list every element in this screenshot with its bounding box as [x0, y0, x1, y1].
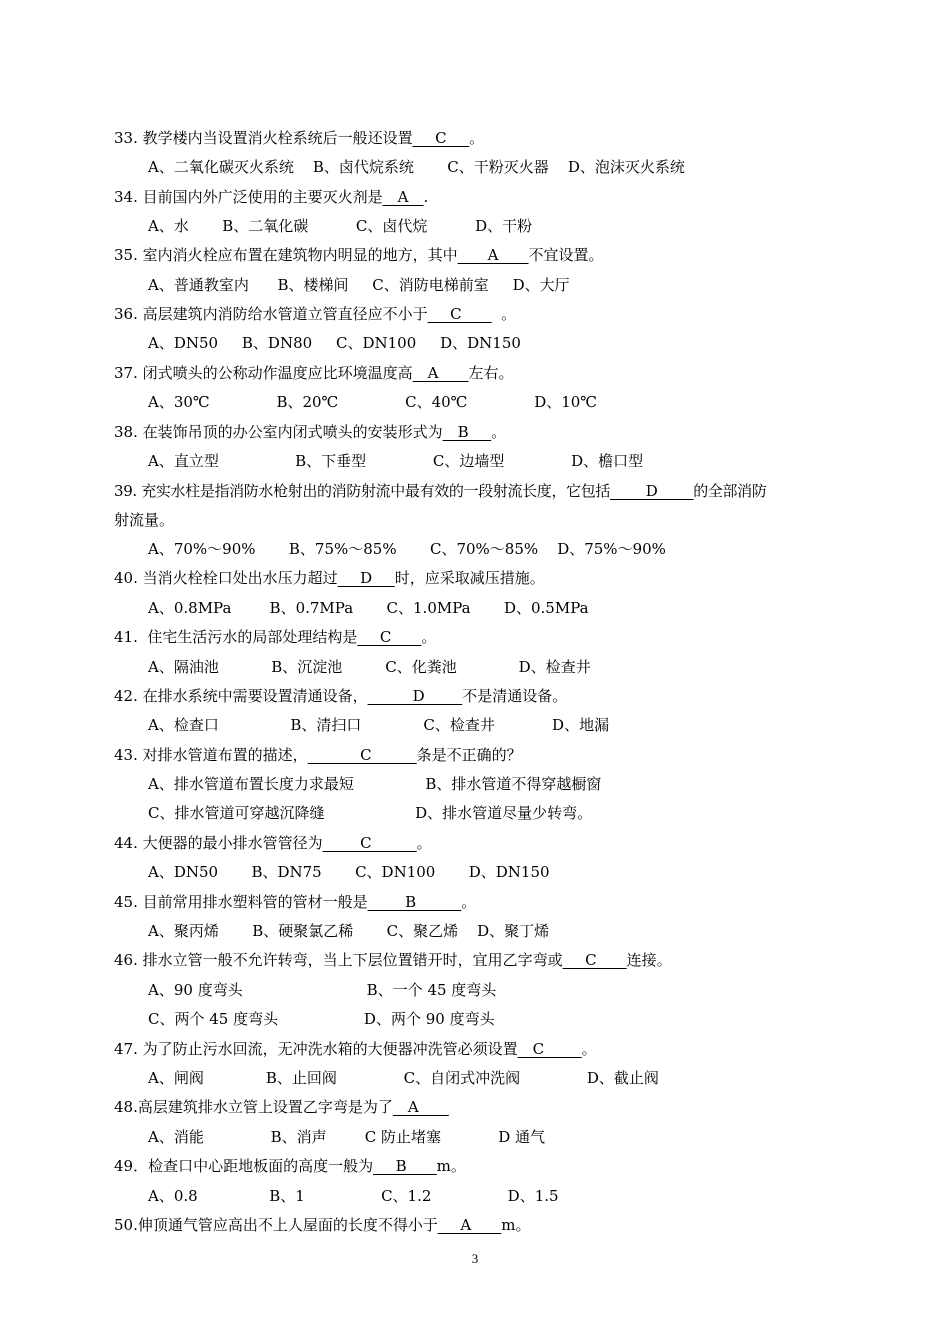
question-tail: 。 [491, 305, 517, 323]
question-tail: 。 [421, 628, 437, 646]
question-text: 为了防止污水回流，无冲洗水箱的大便器冲洗管必须设置 [142, 1040, 518, 1058]
question-35 [114, 245, 604, 265]
question-text: 伸顶通气管应高出不上人屋面的长度不得小于 [137, 1216, 438, 1234]
question-tail: . [423, 188, 429, 206]
question-number: 45. [114, 893, 138, 911]
question-number: 40. [114, 569, 138, 587]
question-number: 49． [114, 1157, 149, 1175]
options-47: A、闸阀 B、止回阀 C、自闭式冲洗阀 D、截止阀 [148, 1069, 659, 1087]
options-41: A、隔油池 B、沉淀池 C、化粪池 D、检查井 [148, 658, 591, 676]
options-35: A、普通教室内 B、楼梯间 C、消防电梯前室 D、大厅 [148, 276, 570, 294]
question-tail: 不是清通设备。 [462, 687, 568, 705]
answer-blank: _____D_____ [610, 482, 694, 500]
answer-blank: __C_____ [517, 1040, 582, 1058]
question-tail: 。 [469, 129, 485, 147]
question-48 [114, 1097, 449, 1117]
answer-blank: ____A____ [457, 246, 529, 264]
question-text: 检查口中心距地板面的高度一般为 [148, 1157, 374, 1175]
question-39 [114, 481, 767, 501]
question-tail: 。 [581, 1040, 597, 1058]
question-40 [114, 568, 545, 588]
question-text: 教学楼内当设置消火栓系统后一般还设置 [142, 129, 413, 147]
question-tail: 。 [491, 423, 507, 441]
options-46-row-1: A、90 度弯头 B、一个 45 度弯头 [148, 981, 497, 999]
question-text: 住宅生活污水的局部处理结构是 [142, 628, 358, 646]
question-tail: 。 [416, 834, 432, 852]
answer-blank: ___C___ [412, 129, 470, 147]
question-tail: m。 [501, 1216, 531, 1234]
question-33 [114, 128, 484, 148]
question-49 [114, 1156, 466, 1176]
question-number: 42. [114, 687, 138, 705]
question-text: 高层建筑内消防给水管道立管直径应不小于 [142, 305, 428, 323]
question-number: 37. [114, 364, 138, 382]
question-41 [114, 627, 436, 647]
options-43-row-2: C、排水管道可穿越沉降缝 D、排水管道尽量少转弯。 [148, 804, 593, 822]
question-tail: 连接。 [626, 951, 672, 969]
answer-blank: __A__ [382, 188, 424, 206]
question-number: 33. [114, 129, 138, 147]
question-number: 36. [114, 305, 138, 323]
answer-blank: _______C______ [307, 746, 417, 764]
question-tail: 不宜设置。 [528, 246, 604, 264]
answer-blank: ______D_____ [367, 687, 463, 705]
question-text: 在排水系统中需要设置清通设备， [142, 687, 368, 705]
question-45 [114, 892, 476, 912]
question-tail: 条是不正确的？ [416, 746, 522, 764]
answer-blank: ___A____ [437, 1216, 502, 1234]
options-49: A、0.8 B、1 C、1.2 D、1.5 [148, 1187, 559, 1205]
question-number: 46. [114, 951, 138, 969]
question-number: 43. [114, 746, 138, 764]
question-number: 50. [114, 1216, 138, 1234]
question-text: 室内消火栓应布置在建筑物内明显的地方，其中 [142, 246, 458, 264]
options-48: A、消能 B、消声 C 防止堵塞 D 通气 [148, 1128, 546, 1146]
page-number: 3 [471, 1251, 479, 1266]
question-42 [114, 686, 567, 706]
question-number: 48. [114, 1098, 138, 1116]
question-38 [114, 422, 506, 442]
question-number: 34. [114, 188, 138, 206]
question-text: 排水立管一般不允许转弯，当上下层位置错开时，宜用乙字弯或 [142, 951, 563, 969]
question-number: 44. [114, 834, 138, 852]
question-number: 39. [114, 482, 137, 500]
options-42: A、检查口 B、清扫口 C、检查井 D、地漏 [148, 716, 610, 734]
options-45: A、聚丙烯 B、硬聚氯乙稀 C、聚乙烯 D、聚丁烯 [148, 922, 550, 940]
question-47 [114, 1039, 597, 1059]
answer-blank: ___C____ [562, 951, 627, 969]
question-text: 在装饰吊顶的办公室内闭式喷头的安装形式为 [142, 423, 443, 441]
options-37: A、30℃ B、20℃ C、40℃ D、10℃ [148, 393, 598, 411]
question-number: 35. [114, 246, 138, 264]
answer-blank: __B___ [442, 423, 492, 441]
question-34 [114, 187, 428, 207]
question-50 [114, 1215, 530, 1235]
question-43 [114, 745, 522, 765]
question-36 [114, 304, 516, 324]
answer-blank: ___C____ [357, 628, 422, 646]
answer-blank: __A____ [392, 1098, 449, 1116]
question-tail: 左右。 [468, 364, 514, 382]
question-number: 41. [114, 628, 138, 646]
options-39: A、70%～90% B、75%～85% C、70%～85% D、75%～90% [148, 540, 666, 558]
options-33: A、二氧化碳灭火系统 B、卤代烷系统 C、干粉灭火器 D、泡沫灭火系统 [148, 158, 685, 176]
question-text: 对排水管道布置的描述， [142, 746, 308, 764]
question-text: 充实水柱是指消防水枪射出的消防射流中最有效的一段射流长度，它包括 [141, 482, 611, 500]
options-46-row-2: C、两个 45 度弯头 D、两个 90 度弯头 [148, 1010, 495, 1028]
question-44 [114, 833, 432, 853]
question-tail: m。 [436, 1157, 466, 1175]
options-40: A、0.8MPa B、0.7MPa C、1.0MPa D、0.5MPa [148, 599, 589, 617]
question-text: 目前国内外广泛使用的主要灭火剂是 [142, 188, 383, 206]
question-text: 目前常用排水塑料管的管材一般是 [142, 893, 368, 911]
options-38: A、直立型 B、下垂型 C、边墙型 D、檐口型 [148, 452, 644, 470]
question-number: 47. [114, 1040, 138, 1058]
question-number: 38. [114, 423, 138, 441]
answer-blank: ___D___ [337, 569, 395, 587]
question-text: 大便器的最小排水管管径为 [142, 834, 323, 852]
question-text: 当消火栓栓口处出水压力超过 [142, 569, 338, 587]
question-tail: 的全部消防 [693, 482, 767, 500]
answer-blank: _____B______ [367, 893, 462, 911]
question-39-continuation: 射流量。 [114, 511, 175, 529]
options-43-row-1: A、排水管道布置长度力求最短 B、排水管道不得穿越橱窗 [148, 775, 602, 793]
options-36: A、DN50 B、DN80 C、DN100 D、DN150 [148, 334, 521, 352]
answer-blank: _____C______ [322, 834, 417, 852]
question-tail: 时，应采取减压措施。 [394, 569, 545, 587]
question-text: 高层建筑排水立管上设置乙字弯是为了 [137, 1098, 393, 1116]
question-46 [114, 950, 672, 970]
answer-blank: __A____ [412, 364, 469, 382]
options-34: A、水 B、二氧化碳 C、卤代烷 D、干粉 [148, 217, 533, 235]
answer-blank: ___B____ [373, 1157, 437, 1175]
options-44: A、DN50 B、DN75 C、DN100 D、DN150 [148, 863, 550, 881]
question-tail: 。 [461, 893, 477, 911]
question-37 [114, 363, 514, 383]
answer-blank: ___C____ [427, 305, 492, 323]
question-text: 闭式喷头的公称动作温度应比环境温度高 [142, 364, 413, 382]
